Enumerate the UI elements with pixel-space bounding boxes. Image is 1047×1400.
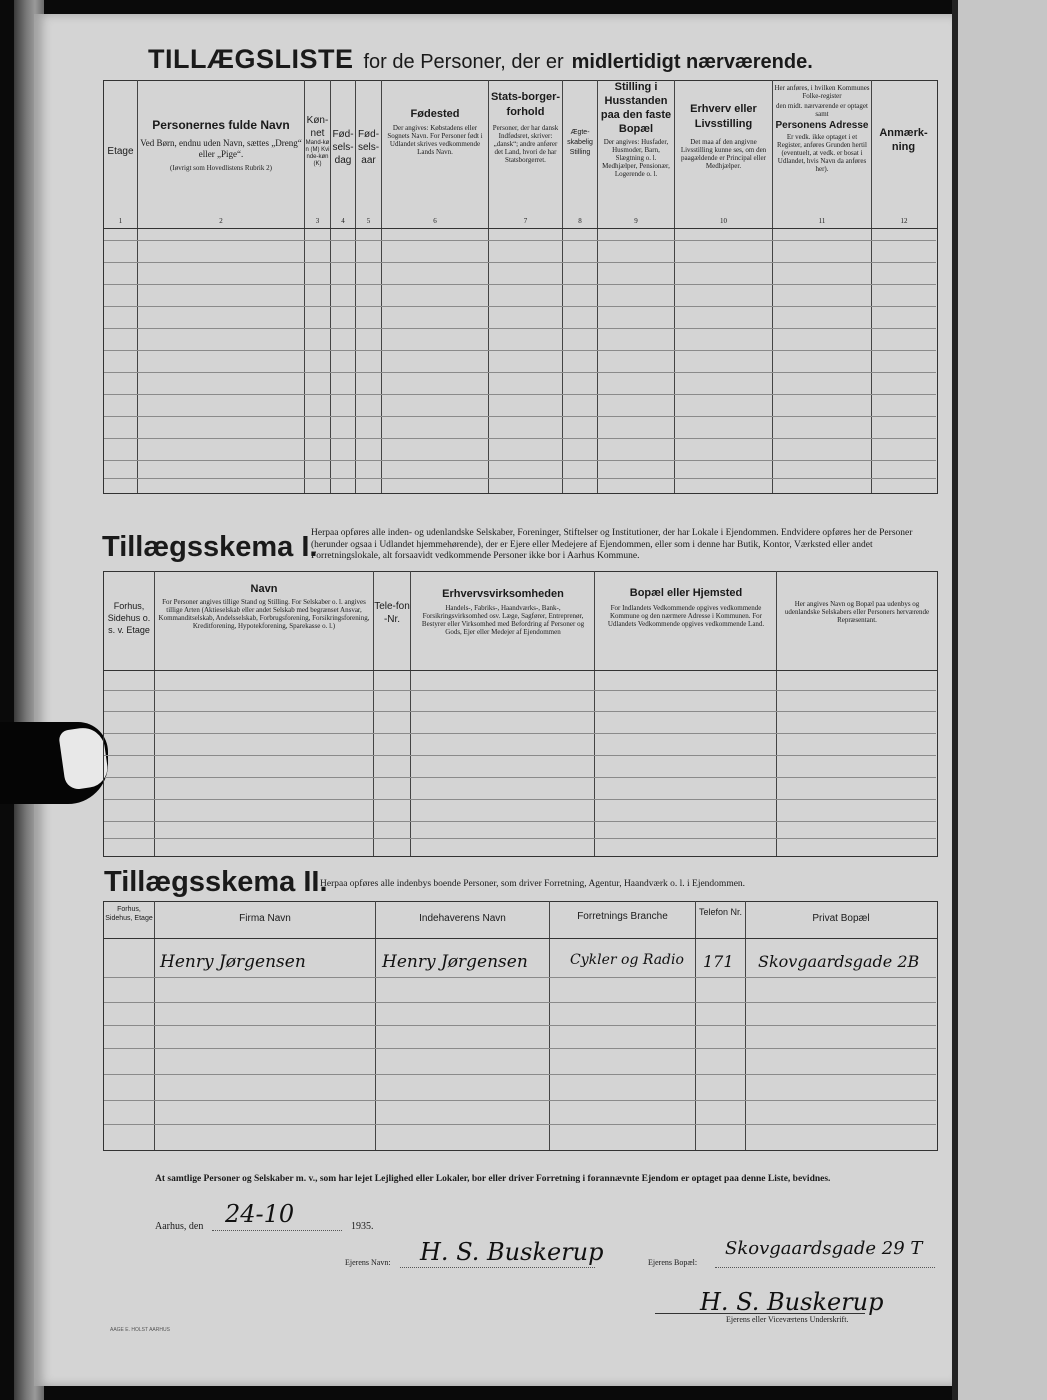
owner-address-line <box>715 1267 935 1268</box>
skema2-col-bopael: Privat Bopæl <box>812 913 870 924</box>
colnum-5: 5 <box>366 217 371 225</box>
colnum-3: 3 <box>315 217 320 225</box>
handwritten-owner-name: H. S. Buskerup <box>420 1238 604 1266</box>
owner-address-label: Ejerens Bopæl: <box>648 1258 698 1267</box>
skema1-col-repraesentant: Her angives Navn og Bopæl paa udenbys og udenlandske Selskabers eller Personers herværende Repræsentant. <box>784 600 930 624</box>
colnum-11: 11 <box>818 217 826 225</box>
handwritten-date: 24-10 <box>225 1200 295 1228</box>
owner-name-line <box>400 1267 595 1268</box>
owner-name-label: Ejerens Navn: <box>345 1258 391 1267</box>
skema1-col-telefon: Tele-fon-Nr. <box>374 601 410 625</box>
liste-col-aegteskab: Ægte-skabelig Stilling <box>567 129 593 156</box>
handwritten-firma: Henry Jørgensen <box>160 952 306 972</box>
handwritten-telefon: 171 <box>703 952 734 971</box>
skema2-col-telefon: Telefon Nr. <box>698 907 743 917</box>
skema1-col-bopael: Bopæl eller Hjemsted For Indlandets Vedkommende opgives vedkommende Kommune og den nærmere Adresse i Kommunen. For Udlandets Vedkommende opgives vedkommende Land. <box>607 587 765 628</box>
colnum-2: 2 <box>219 217 223 225</box>
signature-label: Ejerens eller Viceværtens Underskrift. <box>726 1315 849 1324</box>
handwritten-signature: H. S. Buskerup <box>700 1288 884 1316</box>
printer-imprint: AAGE E. HOLST AARHUS <box>110 1327 170 1333</box>
skema1-intro: Herpaa opføres alle inden- og udenlandske Selskaber, Foreninger, Stiftelser og Institutioner, der har Lokale i Ejendommen. Endvidere opføres her de Personer (herunder ogsaa i Udlandet hjemmehørende), der er Ejere eller Medejere af Ejendommen, eller som i denne har Butik, Kontor, Værksted eller andet Forretningslokale, alt forsaavidt vedkommende Personer ikke bor i Aarhus Kommune. <box>311 528 913 561</box>
liste-title-mid: for de Personer, der er <box>363 51 564 73</box>
liste-col-anmaerkning: Anmærk-ning <box>879 127 928 153</box>
liste-col-statsborger: Stats-borger-forhold Personer, der har dansk Indfødsret, skriver: „dansk“; andre anfører det Land, hvori de har Statsborgerret. <box>490 91 561 164</box>
liste-title-end: midlertidigt nærværende. <box>571 51 813 73</box>
footer-year: 1935. <box>351 1221 374 1232</box>
footer-statement: At samtlige Personer og Selskaber m. v., som har lejet Lejlighed eller Lokaler, bor eller driver Forretning i forannævnte Ejendom er optaget paa denne Liste, bevidnes. <box>155 1174 831 1184</box>
colnum-9: 9 <box>634 217 638 225</box>
liste-col-kon: Køn-net Mand-køn (M) Kvinde-køn (K) <box>305 115 330 167</box>
skema1-col-navn: Navn For Personer angives tillige Stand og Stilling. For Selskaber o. l. angives tillige Arten (Aktieselskab eller andet Selskab med begrænset Ansvar, Kommanditselskab, Andelsselskab, Forbrugsforening, Forsikringsforening, Kreditforening, Hypotekforening, Sparekasse o. l.) <box>158 583 370 630</box>
handwritten-bopael: Skovgaardsgade 2B <box>758 952 920 971</box>
skema2-col-firma: Firma Navn <box>239 913 291 924</box>
liste-title <box>148 44 928 80</box>
date-line <box>212 1230 342 1231</box>
colnum-7: 7 <box>523 217 528 225</box>
skema1-title: Tillægsskema I. <box>102 531 318 563</box>
footer-place: Aarhus, den <box>155 1221 204 1232</box>
colnum-8: 8 <box>578 217 582 225</box>
colnum-12: 12 <box>900 217 908 225</box>
liste-col-stilling: Stilling i Husstanden paa den faste Bopæl Der angives: Husfader, Husmoder, Barn, Slægtning o. l. Medhjælper, Pensionær, Logerende o. l. <box>600 81 672 178</box>
liste-col-adresse: Her anføres, i hvilken Kommunes Folke-register den midt. nærværende er optaget samt Personens Adresse Er vedk. ikke optaget i et Register, anføres Grunden hertil (eventuelt, at vedk. er bosat i Udlandet, hvis Navn da anføres her). <box>774 84 870 173</box>
liste-col-fodselsdag: Fød-sels-dag <box>332 129 354 166</box>
skema1-col-etage: Forhus, Sidehus o. s. v. Etage <box>107 601 151 635</box>
liste-col-fodselsaar: Fød-sels-aar <box>357 129 380 166</box>
handwritten-owner-address: Skovgaardsgade 29 T <box>725 1238 923 1259</box>
liste-col-erhverv: Erhverv eller Livsstilling Det maa af den angivne Livsstilling kunne ses, om den paagældende er Principal eller Medhjælper. <box>680 103 767 170</box>
handwritten-indehaver: Henry Jørgensen <box>382 952 528 972</box>
signature-line <box>655 1313 865 1314</box>
skema2-col-etage: Forhus, Sidehus, Etage <box>105 906 153 922</box>
skema2-col-indehaver: Indehaverens Navn <box>419 913 506 924</box>
colnum-10: 10 <box>720 217 727 225</box>
skema2-intro: Herpaa opføres alle indenbys boende Personer, som driver Forretning, Agentur, Haandværk o. l. i Ejendommen. <box>320 879 746 889</box>
colnum-6: 6 <box>433 217 437 225</box>
liste-title-bold: TILLÆGSLISTE <box>148 44 354 74</box>
handwritten-branche: Cykler og Radio <box>570 952 684 968</box>
skema2-col-branche: Forretnings Branche <box>577 911 668 922</box>
liste-col-navn: Personernes fulde Navn Ved Børn, endnu uden Navn, sættes „Dreng“ eller „Pige“. (Iøvrigt som Hovedlistens Rubrik 2) <box>140 118 302 172</box>
colnum-1: 1 <box>118 217 123 225</box>
facing-page <box>958 0 1047 1400</box>
liste-col-fodested: Fødested Der angives: Købstadens eller Sognets Navn. For Personer født i Udlandet skrives vedkommende Lands Navn. <box>387 108 483 156</box>
colnum-4: 4 <box>341 217 345 225</box>
skema2-title: Tillægsskema II. <box>104 866 328 898</box>
skema1-col-erhverv: Erhvervsvirksomheden Handels-, Fabriks-, Haandværks-, Bank-, Forsikringsvirksomhed osv. Læge, Sagfører, Entreprenør, Bestyrer eller Virksomhed med Befordring af Personer og Gods, Ejer eller Medejer af Ejendommen <box>421 588 585 636</box>
liste-col-etage: Etage <box>107 146 134 157</box>
